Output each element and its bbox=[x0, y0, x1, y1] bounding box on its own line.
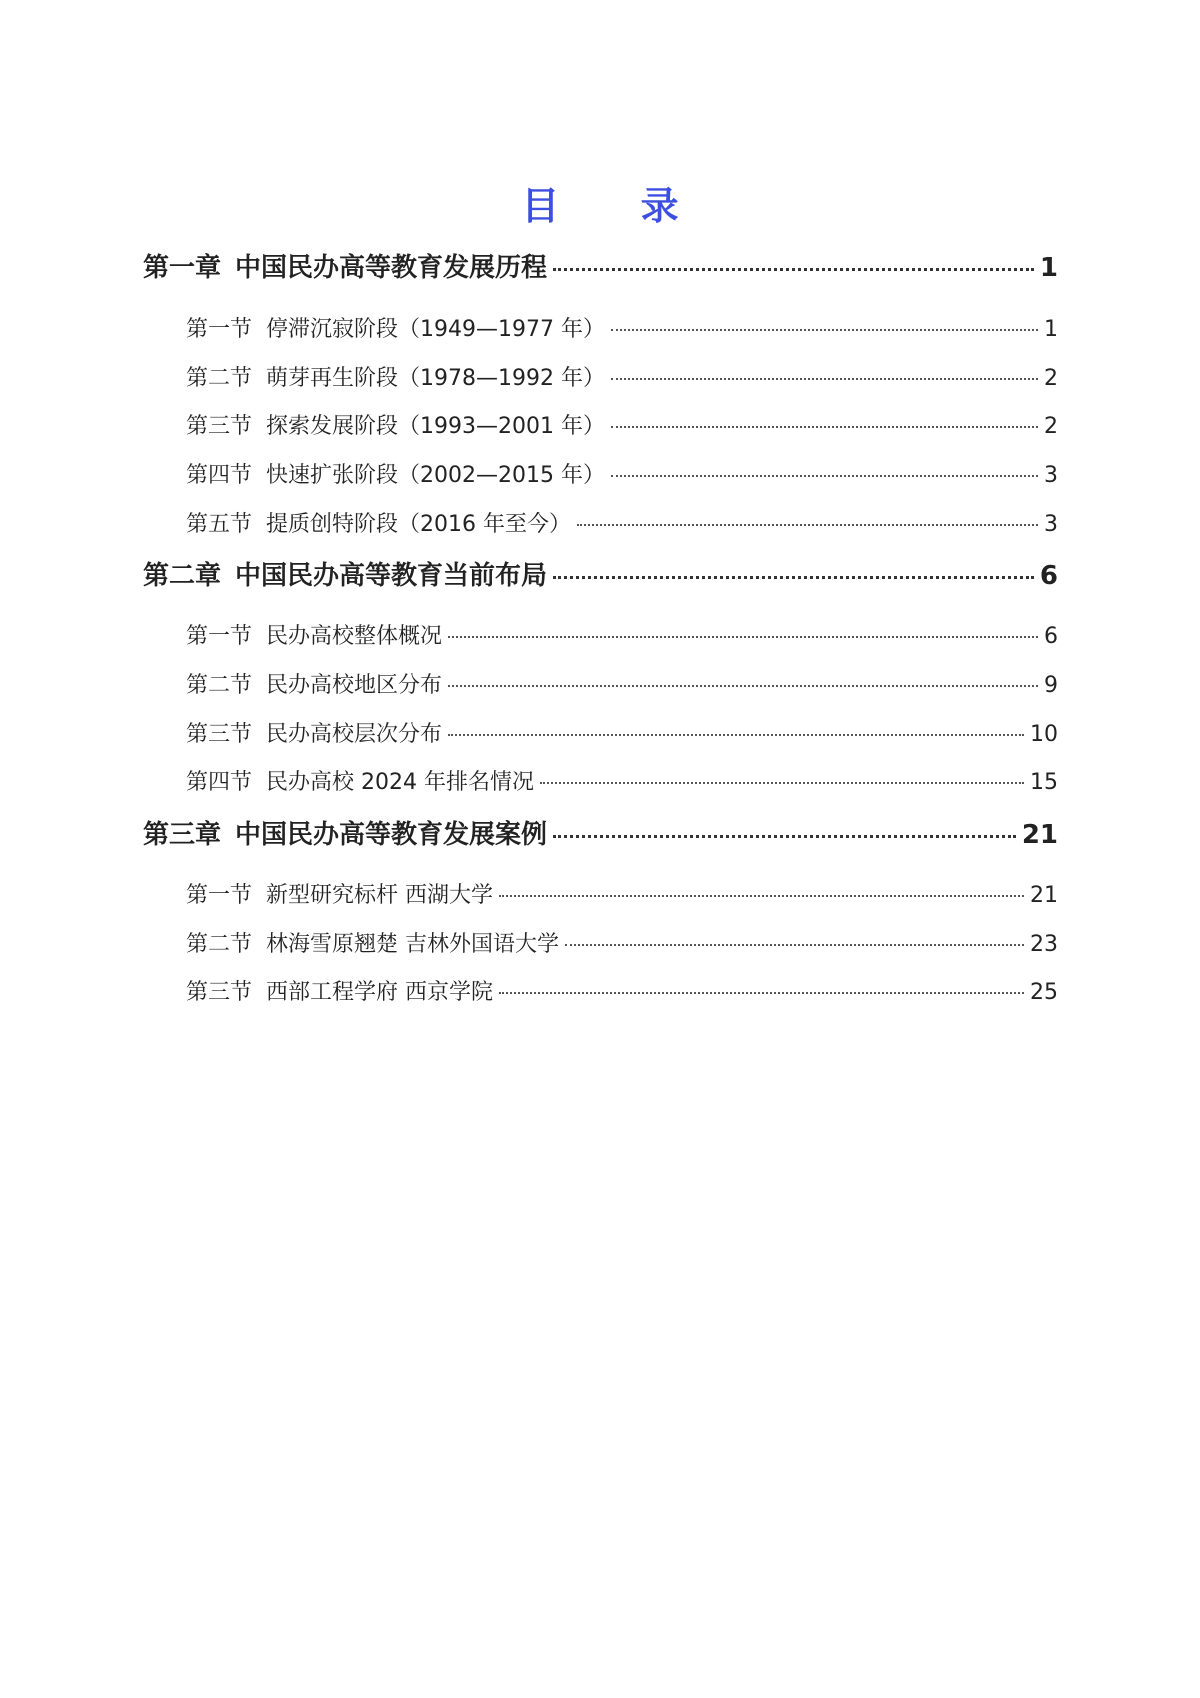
section-title: 林海雪原翘楚 吉林外国语大学 bbox=[266, 932, 560, 957]
section-page-number: 2 bbox=[1044, 366, 1058, 391]
section-label bbox=[186, 976, 493, 1010]
dot-leader bbox=[553, 835, 1016, 838]
section-title: 萌芽再生阶段（1978—1992 年） bbox=[266, 366, 605, 391]
chapter-number: 第三章 bbox=[143, 820, 222, 850]
toc-section-3-3[interactable] bbox=[186, 976, 1058, 1010]
section-number: 第三节 bbox=[186, 722, 253, 747]
dot-leader bbox=[448, 636, 1038, 638]
toc-section-2-3[interactable] bbox=[186, 718, 1058, 752]
dot-leader bbox=[540, 782, 1024, 784]
dot-leader bbox=[611, 426, 1038, 428]
section-label bbox=[186, 459, 605, 493]
section-title: 民办高校整体概况 bbox=[266, 624, 443, 649]
toc-section-1-1[interactable] bbox=[186, 313, 1058, 347]
dot-leader bbox=[553, 268, 1034, 271]
chapter-label bbox=[143, 556, 547, 596]
dot-leader bbox=[611, 378, 1038, 380]
section-title: 民办高校 2024 年排名情况 bbox=[266, 770, 534, 795]
dot-leader bbox=[448, 734, 1024, 736]
section-page-number: 3 bbox=[1044, 463, 1058, 488]
dot-leader bbox=[611, 475, 1038, 477]
toc-chapter-2[interactable] bbox=[143, 556, 1058, 596]
chapter-title: 中国民办高等教育当前布局 bbox=[235, 561, 548, 591]
section-title: 快速扩张阶段（2002—2015 年） bbox=[266, 463, 605, 488]
dot-leader bbox=[499, 895, 1024, 897]
section-number: 第五节 bbox=[186, 512, 253, 537]
toc-chapter-1[interactable] bbox=[143, 248, 1058, 288]
section-label bbox=[186, 313, 605, 347]
chapter-page-number: 21 bbox=[1021, 820, 1058, 850]
section-label bbox=[186, 718, 442, 752]
dot-leader bbox=[448, 685, 1038, 687]
toc-section-3-1[interactable] bbox=[186, 879, 1058, 913]
section-label bbox=[186, 928, 559, 962]
section-title: 提质创特阶段（2016 年至今） bbox=[266, 512, 571, 537]
chapter-title: 中国民办高等教育发展历程 bbox=[235, 253, 548, 283]
section-number: 第四节 bbox=[186, 770, 253, 795]
section-number: 第三节 bbox=[186, 980, 253, 1005]
toc-section-1-3[interactable] bbox=[186, 410, 1058, 444]
section-title: 西部工程学府 西京学院 bbox=[266, 980, 494, 1005]
toc-title: 目 录 bbox=[521, 184, 713, 228]
section-label bbox=[186, 508, 571, 542]
section-title: 民办高校地区分布 bbox=[266, 673, 443, 698]
section-number: 第一节 bbox=[186, 883, 253, 908]
section-label bbox=[186, 669, 442, 703]
toc-section-1-4[interactable] bbox=[186, 459, 1058, 493]
toc-chapter-3[interactable] bbox=[143, 815, 1058, 855]
chapter-label bbox=[143, 248, 547, 288]
toc-section-3-2[interactable] bbox=[186, 928, 1058, 962]
dot-leader bbox=[577, 524, 1038, 526]
section-number: 第二节 bbox=[186, 932, 253, 957]
toc-section-2-1[interactable] bbox=[186, 620, 1058, 654]
chapter-number: 第一章 bbox=[143, 253, 222, 283]
section-label bbox=[186, 620, 442, 654]
section-title: 新型研究标杆 西湖大学 bbox=[266, 883, 494, 908]
section-number: 第一节 bbox=[186, 317, 253, 342]
section-number: 第四节 bbox=[186, 463, 253, 488]
section-page-number: 10 bbox=[1030, 722, 1058, 747]
chapter-title: 中国民办高等教育发展案例 bbox=[235, 820, 548, 850]
chapter-page-number: 6 bbox=[1039, 561, 1058, 591]
section-label bbox=[186, 766, 534, 800]
section-number: 第三节 bbox=[186, 414, 253, 439]
toc-section-2-4[interactable] bbox=[186, 766, 1058, 800]
chapter-page-number: 1 bbox=[1039, 253, 1058, 283]
section-page-number: 1 bbox=[1044, 317, 1058, 342]
dot-leader bbox=[565, 944, 1024, 946]
toc-section-2-2[interactable] bbox=[186, 669, 1058, 703]
chapter-label bbox=[143, 815, 547, 855]
section-number: 第二节 bbox=[186, 366, 253, 391]
section-label bbox=[186, 362, 605, 396]
section-page-number: 2 bbox=[1044, 414, 1058, 439]
section-label bbox=[186, 879, 493, 913]
section-page-number: 9 bbox=[1044, 673, 1058, 698]
section-page-number: 23 bbox=[1030, 932, 1058, 957]
toc-section-1-5[interactable] bbox=[186, 508, 1058, 542]
section-title: 停滞沉寂阶段（1949—1977 年） bbox=[266, 317, 605, 342]
section-page-number: 21 bbox=[1030, 883, 1058, 908]
toc-section-1-2[interactable] bbox=[186, 362, 1058, 396]
section-page-number: 25 bbox=[1030, 980, 1058, 1005]
dot-leader bbox=[499, 992, 1024, 994]
dot-leader bbox=[553, 576, 1034, 579]
dot-leader bbox=[611, 329, 1038, 331]
section-page-number: 6 bbox=[1044, 624, 1058, 649]
section-number: 第一节 bbox=[186, 624, 253, 649]
section-number: 第二节 bbox=[186, 673, 253, 698]
section-title: 探索发展阶段（1993—2001 年） bbox=[266, 414, 605, 439]
section-page-number: 15 bbox=[1030, 770, 1058, 795]
section-page-number: 3 bbox=[1044, 512, 1058, 537]
section-label bbox=[186, 410, 605, 444]
section-title: 民办高校层次分布 bbox=[266, 722, 443, 747]
chapter-number: 第二章 bbox=[143, 561, 222, 591]
